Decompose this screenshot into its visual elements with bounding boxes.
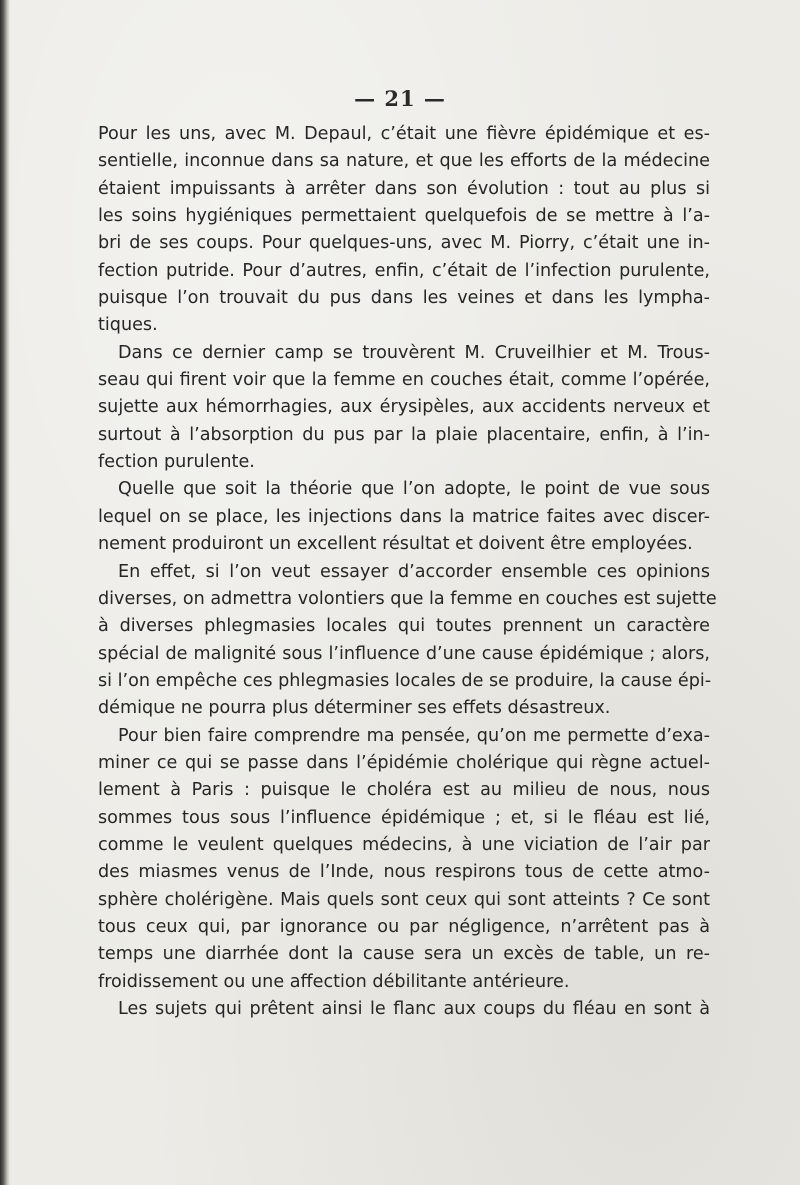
text-line: sentielle, inconnue dans sa nature, et que les efforts de la médecine bbox=[98, 151, 710, 172]
text-line: froidissement ou une affection débilitante antérieure. bbox=[98, 971, 570, 992]
text-line: démique ne pourra plus déterminer ses effets désastreux. bbox=[98, 698, 611, 719]
text-line: sujette aux hémorrhagies, aux érysipèles, aux accidents nerveux et bbox=[98, 397, 710, 418]
paragraph-2 bbox=[98, 340, 710, 477]
paragraph-4 bbox=[98, 559, 717, 723]
paragraph-6 bbox=[98, 996, 710, 1023]
page-binding-edge bbox=[0, 0, 10, 1185]
text-line: Quelle que soit la théorie que l’on adopte, le point de vue sous bbox=[118, 479, 710, 500]
text-line: étaient impuissants à arrêter dans son évolution : tout au plus si bbox=[98, 178, 710, 199]
body-text bbox=[98, 121, 717, 1023]
paragraph-1 bbox=[98, 121, 710, 340]
text-line: seau qui firent voir que la femme en couches était, comme l’opérée, bbox=[98, 370, 710, 391]
text-line: miner ce qui se passe dans l’épidémie cholérique qui règne actuel- bbox=[98, 752, 710, 773]
text-line: à diverses phlegmasies locales qui toutes prennent un caractère bbox=[98, 616, 710, 637]
text-line: tiques. bbox=[98, 315, 158, 336]
text-line: diverses, on admettra volontiers que la femme en couches est sujette bbox=[98, 588, 717, 609]
text-line: des miasmes venus de l’Inde, nous respirons tous de cette atmo- bbox=[98, 862, 710, 883]
text-line: spécial de malignité sous l’influence d’une cause épidémique ; alors, bbox=[98, 643, 710, 664]
paragraph-5 bbox=[98, 723, 710, 996]
text-line: surtout à l’absorption du pus par la plaie placentaire, enfin, à l’in- bbox=[98, 424, 710, 445]
text-line: Dans ce dernier camp se trouvèrent M. Cruveilhier et M. Trous- bbox=[118, 342, 710, 363]
text-line: En effet, si l’on veut essayer d’accorder ensemble ces opinions bbox=[118, 561, 710, 582]
text-line: nement produiront un excellent résultat et doivent être employées. bbox=[98, 534, 693, 555]
text-line: lequel on se place, les injections dans la matrice faites avec discer- bbox=[98, 506, 710, 527]
text-line: puisque l’on trouvait du pus dans les veines et dans les lympha- bbox=[98, 288, 710, 309]
page-number: — 21 — bbox=[354, 86, 446, 111]
text-line: comme le veulent quelques médecins, à une viciation de l’air par bbox=[98, 834, 710, 855]
text-line: sommes tous sous l’influence épidémique ; et, si le fléau est lié, bbox=[98, 807, 710, 828]
text-line: Pour les uns, avec M. Depaul, c’était une fièvre épidémique et es- bbox=[98, 124, 710, 144]
text-line: temps une diarrhée dont la cause sera un excès de table, un re- bbox=[98, 944, 710, 965]
text-line: tous ceux qui, par ignorance ou par négligence, n’arrêtent pas à bbox=[98, 916, 710, 937]
text-line: Les sujets qui prêtent ainsi le flanc aux coups du fléau en sont à bbox=[118, 999, 710, 1019]
text-line: lement à Paris : puisque le choléra est au milieu de nous, nous bbox=[98, 780, 710, 801]
text-line: fection purulente. bbox=[98, 452, 255, 473]
text-line: Pour bien faire comprendre ma pensée, qu’on me permette d’exa- bbox=[118, 725, 710, 746]
text-line: les soins hygiéniques permettaient quelquefois de se mettre à l’a- bbox=[98, 206, 710, 227]
paragraph-3 bbox=[98, 476, 710, 558]
text-line: bri de ses coups. Pour quelques-uns, avec M. Piorry, c’était une in- bbox=[98, 233, 710, 254]
text-line: si l’on empêche ces phlegmasies locales de se produire, la cause épi- bbox=[98, 670, 712, 691]
text-line: sphère cholérigène. Mais quels sont ceux qui sont atteints ? Ce sont bbox=[98, 889, 710, 910]
text-line: fection putride. Pour d’autres, enfin, c’était de l’infection purulente, bbox=[98, 260, 710, 281]
